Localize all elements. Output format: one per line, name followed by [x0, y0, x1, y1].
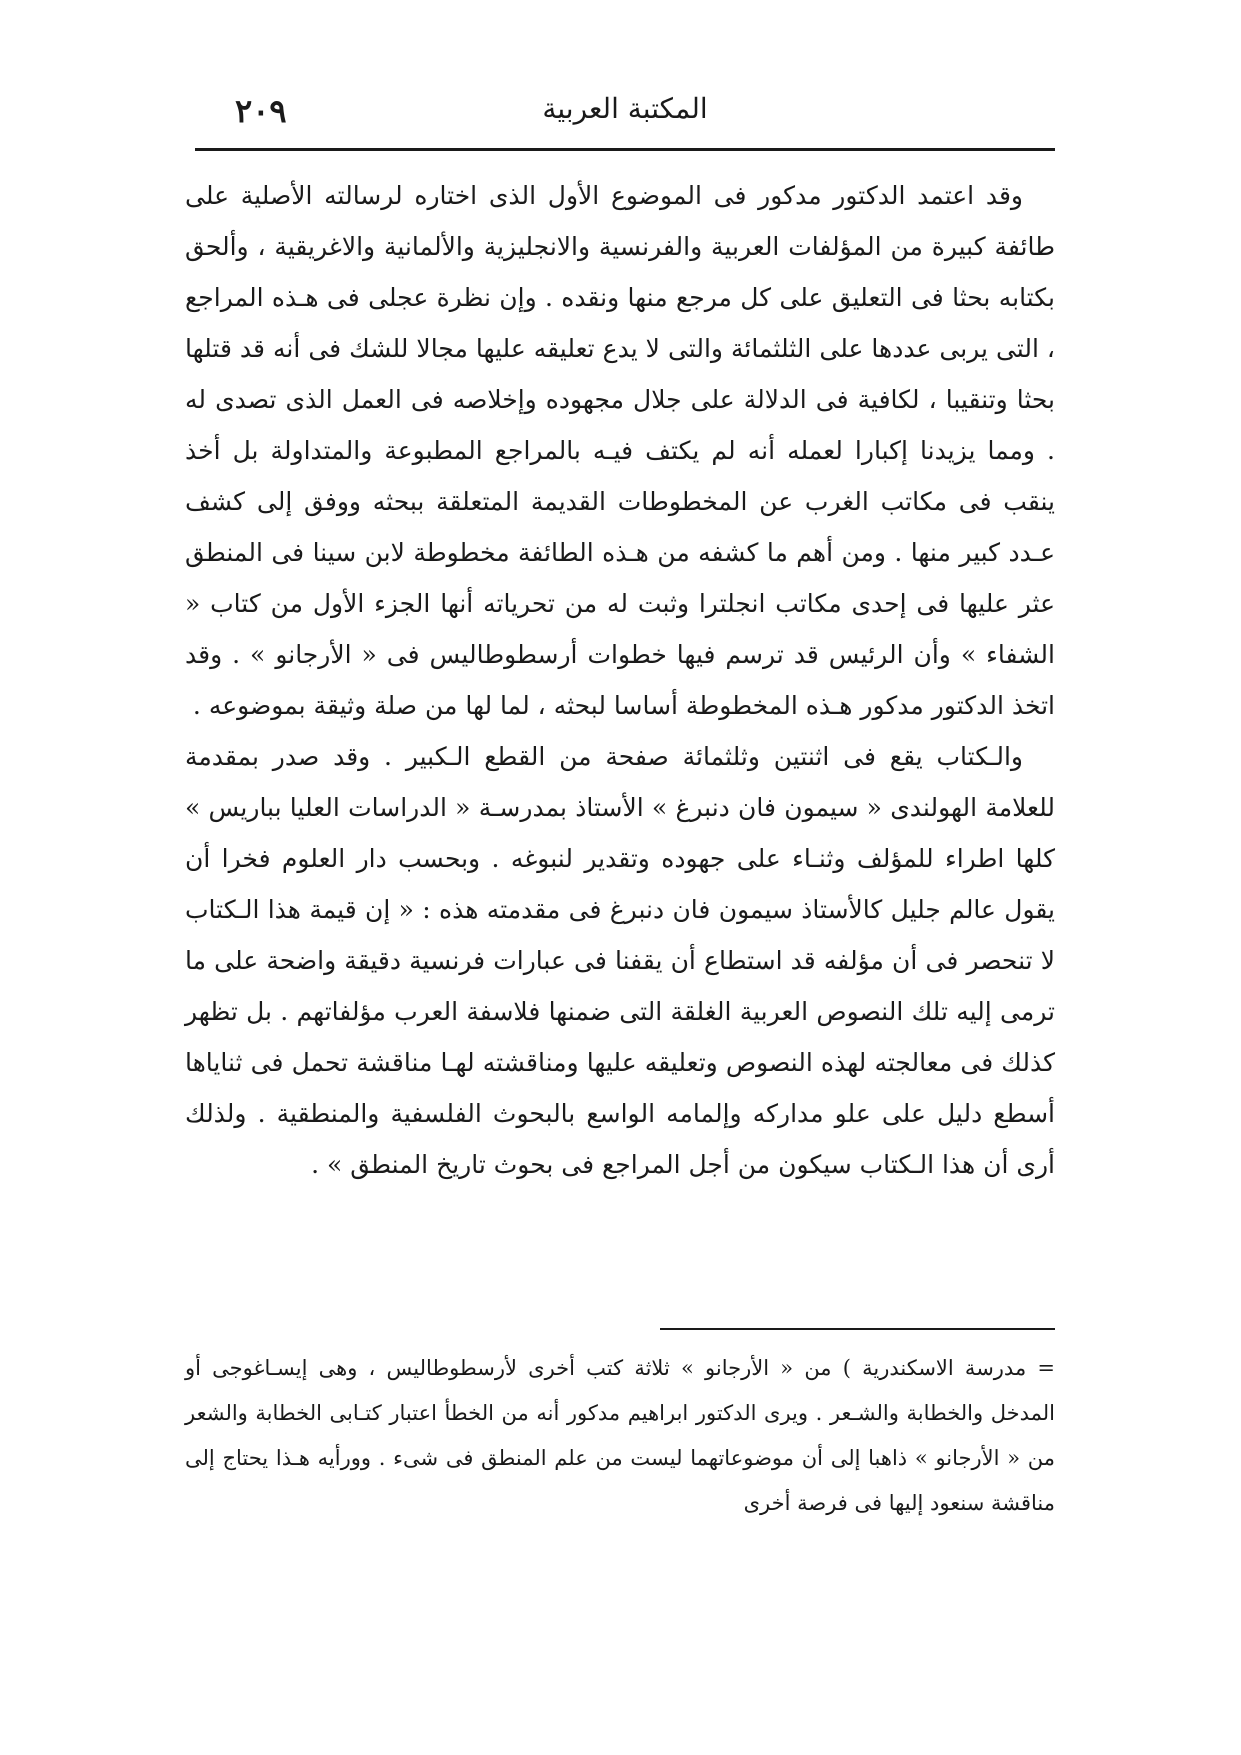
running-title: المكتبة العربية	[542, 92, 708, 125]
footnote-text: = مدرسة الاسكندرية ) من « الأرجانو » ثلاثة كتب أخرى لأرسطوطاليس ، وهى إيسـاغوجى أو المدخل والخطابة والشـعر . ويرى الدكتور ابراهيم مدكور أنه من الخطأ اعتبار كتـابى الخطابة والشعر من « الأرجانو » ذاهبا إلى أن موضوعاتهما ليست من علم المنطق فى شىء . وورأيه هـذا يحتاج إلى مناقشة سنعود إليها فى فرصة أخرى	[185, 1356, 1055, 1515]
header-rule	[195, 148, 1055, 151]
footnote	[185, 1346, 1055, 1526]
body-text	[185, 170, 1055, 1190]
page-number: ٢٠٩	[235, 92, 287, 130]
footnote-rule	[660, 1328, 1055, 1330]
paragraph: وقد اعتمد الدكتور مدكور فى الموضوع الأول الذى اختاره لرسالته الأصلية على طائفة كبيرة من المؤلفات العربية والفرنسية والانجليزية والألمانية والاغريقية ، وألحق بكتابه بحثا فى التعليق على كل مرجع منها ونقده . وإن نظرة عجلى فى هـذه المراجع ، التى يربى عددها على الثلثمائة والتى لا يدع تعليقه عليها مجالا للشك فى أنه قد قتلها بحثا وتنقيبا ، لكافية فى الدلالة على جلال مجهوده وإخلاصه فى العمل الذى تصدى له . ومما يزيدنا إكبارا لعمله أنه لم يكتف فيـه بالمراجع المطبوعة والمتداولة بل أخذ ينقب فى مكاتب الغرب عن المخطوطات القديمة المتعلقة ببحثه ووفق إلى كشف عـدد كبير منها . ومن أهم ما كشفه من هـذه الطائفة مخطوطة لابن سينا فى المنطق عثر عليها فى إحدى مكاتب انجلترا وثبت له من تحرياته أنها الجزء الأول من كتاب « الشفاء » وأن الرئيس قد ترسم فيها خطوات أرسطوطاليس فى « الأرجانو » . وقد اتخذ الدكتور مدكور هـذه المخطوطة أساسا لبحثه ، لما لها من صلة وثيقة بموضوعه .	[185, 181, 1055, 720]
running-header	[195, 92, 1055, 144]
paragraph: والـكتاب يقع فى اثنتين وثلثمائة صفحة من القطع الـكبير . وقد صدر بمقدمة للعلامة الهولندى « سيمون فان دنبرغ » الأستاذ بمدرسـة « الدراسات العليا بباريس » كلها اطراء للمؤلف وثنـاء على جهوده وتقدير لنبوغه . وبحسب دار العلوم فخرا أن يقول عالم جليل كالأستاذ سيمون فان دنبرغ فى مقدمته هذه : « إن قيمة هذا الـكتاب لا تنحصر فى أن مؤلفه قد استطاع أن يقفنا فى عبارات فرنسية دقيقة واضحة على ما ترمى إليه تلك النصوص العربية الغلقة التى ضمنها فلاسفة العرب مؤلفاتهم . بل تظهر كذلك فى معالجته لهذه النصوص وتعليقه عليها ومناقشته لهـا مناقشة تحمل فى ثناياها أسطع دليل على علو مداركه وإلمامه الواسع بالبحوث الفلسفية والمنطقية . ولذلك أرى أن هذا الـكتاب سيكون من أجل المراجع فى بحوث تاريخ المنطق » .	[185, 742, 1055, 1179]
